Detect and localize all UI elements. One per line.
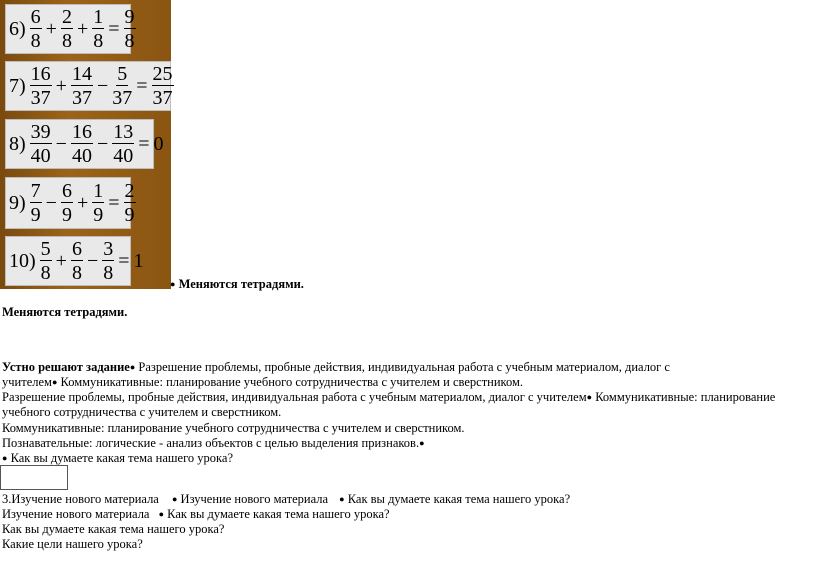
fraction	[152, 64, 174, 108]
fraction	[71, 122, 93, 166]
new-material-text: Изучение нового материала	[177, 492, 329, 506]
exercise-number: 10)	[9, 249, 36, 272]
equation-10	[5, 236, 144, 286]
fraction	[71, 64, 93, 108]
equation-7	[5, 61, 171, 111]
bullet-icon: ●	[158, 509, 165, 519]
denominator: 40	[113, 145, 134, 167]
denominator: 8	[93, 30, 104, 52]
empty-box	[0, 465, 68, 490]
operator: +	[76, 17, 89, 40]
fraction	[124, 181, 136, 225]
fraction	[102, 239, 114, 283]
exercise-number: 6)	[9, 17, 26, 40]
operator: =	[136, 74, 148, 97]
text-line-9	[2, 451, 233, 466]
operator: +	[55, 74, 67, 97]
numerator: 7	[30, 180, 41, 202]
numerator: 9	[124, 6, 135, 28]
bullet-icon: ●	[419, 438, 425, 448]
lesson-goals-question: Какие цели нашего урока?	[2, 537, 143, 551]
numerator: 3	[103, 238, 114, 260]
numerator: 39	[30, 121, 51, 143]
lesson-topic-question: Как вы думаете какая тема нашего урока?	[7, 451, 233, 465]
denominator: 37	[112, 87, 133, 109]
communicative-text: Коммуникативные: планирование учебного сотрудничества с учителем и сверстником.	[57, 375, 524, 389]
operator: −	[86, 249, 99, 272]
equation-8	[5, 119, 164, 169]
bullet-icon: ●	[171, 494, 178, 504]
numerator: 16	[71, 121, 92, 143]
operator: −	[45, 191, 57, 214]
cooperation-text: учебного сотрудничества с учителем и сверстником.	[2, 405, 282, 419]
teacher-text: учителем	[2, 375, 52, 389]
bullet-icon: ●	[170, 279, 176, 289]
text-line-13	[2, 537, 143, 552]
new-material-text: Изучение нового материала	[2, 507, 150, 521]
equation-6	[5, 4, 135, 54]
operator: −	[96, 74, 109, 97]
bullet-icon: ●	[129, 362, 136, 372]
communicative-text: Коммуникативные: планирование	[592, 390, 776, 404]
denominator: 40	[30, 145, 51, 167]
swap-notebooks-text-2: Меняются тетрадями.	[2, 305, 128, 319]
numerator: 2	[61, 6, 72, 28]
denominator: 40	[71, 145, 92, 167]
fraction	[61, 181, 73, 225]
text-line-3	[2, 360, 670, 375]
oral-task-label: Устно решают задание	[2, 360, 130, 374]
denominator: 8	[124, 30, 135, 52]
denominator: 37	[30, 87, 51, 109]
text-line-4	[2, 375, 523, 390]
numerator: 25	[152, 63, 173, 85]
lesson-topic-question: Как вы думаете какая тема нашего урока?	[164, 507, 390, 521]
bullet-icon: ●	[586, 392, 593, 402]
numerator: 5	[40, 238, 51, 260]
text-line-6	[2, 405, 281, 420]
fraction	[124, 7, 136, 51]
denominator: 37	[71, 87, 92, 109]
numerator: 16	[30, 63, 51, 85]
fraction	[30, 181, 42, 225]
operator: =	[138, 132, 150, 155]
lesson-topic-question: Как вы думаете какая тема нашего урока?	[2, 522, 225, 536]
numerator: 14	[71, 63, 92, 85]
denominator: 8	[103, 262, 114, 284]
numerator: 6	[30, 6, 41, 28]
new-material-heading: 3.Изучение нового материала	[2, 492, 159, 506]
communicative-text: Коммуникативные: планирование учебного сотрудничества с учителем и сверстником.	[2, 421, 465, 435]
denominator: 8	[61, 30, 72, 52]
fraction	[92, 181, 104, 225]
fraction	[112, 122, 134, 166]
fraction	[92, 7, 104, 51]
lesson-topic-question: Как вы думаете какая тема нашего урока?	[344, 492, 571, 506]
swap-notebooks-text: Меняются тетрадями.	[178, 277, 304, 291]
text-line-1	[170, 277, 304, 292]
fraction	[30, 7, 42, 51]
bullet-icon: ●	[2, 453, 8, 463]
operator: −	[96, 132, 109, 155]
numerator: 6	[71, 238, 82, 260]
bullet-icon: ●	[339, 494, 345, 504]
exercise-number: 8)	[9, 132, 26, 155]
operator: =	[108, 191, 120, 214]
denominator: 9	[93, 204, 104, 226]
exercise-number: 7)	[9, 74, 26, 97]
numerator: 1	[93, 6, 104, 28]
text-line-7	[2, 421, 465, 436]
denominator: 9	[61, 204, 72, 226]
operator: +	[45, 17, 57, 40]
text-line-2	[2, 305, 127, 320]
exercise-panel	[0, 0, 171, 289]
fraction	[71, 239, 83, 283]
cognitive-text: Познавательные: логические - анализ объектов с целью выделения признаков.	[2, 436, 420, 450]
numerator: 5	[117, 63, 128, 85]
denominator: 9	[30, 204, 41, 226]
numerator: 1	[93, 180, 104, 202]
text-line-12	[2, 522, 224, 537]
denominator: 8	[71, 262, 82, 284]
result-value: 0	[153, 132, 164, 155]
operator: =	[108, 17, 120, 40]
text-line-5	[2, 390, 775, 405]
denominator: 37	[152, 87, 173, 109]
text-line-10	[2, 492, 570, 507]
bullet-icon: ●	[51, 377, 58, 387]
numerator: 6	[61, 180, 72, 202]
operator: +	[55, 249, 67, 272]
fraction	[112, 64, 132, 108]
equation-9	[5, 177, 135, 229]
text-line-11	[2, 507, 390, 522]
fraction	[30, 122, 52, 166]
operator: +	[76, 191, 89, 214]
operator: =	[118, 249, 130, 272]
result-value: 1	[133, 249, 144, 272]
denominator: 9	[124, 204, 135, 226]
exercise-number: 9)	[9, 191, 26, 214]
fraction	[40, 239, 52, 283]
denominator: 8	[30, 30, 41, 52]
operator: −	[55, 132, 67, 155]
numerator: 13	[113, 121, 134, 143]
numerator: 2	[124, 180, 135, 202]
text-line-8	[2, 436, 425, 451]
fraction	[30, 64, 52, 108]
problem-solving-text: Разрешение проблемы, пробные действия, индивидуальная работа с учебным материалом, диалог с учителем	[2, 390, 587, 404]
fraction	[61, 7, 73, 51]
activity-description: Разрешение проблемы, пробные действия, индивидуальная работа с учебным материалом, диалог с	[135, 360, 670, 374]
denominator: 8	[40, 262, 51, 284]
